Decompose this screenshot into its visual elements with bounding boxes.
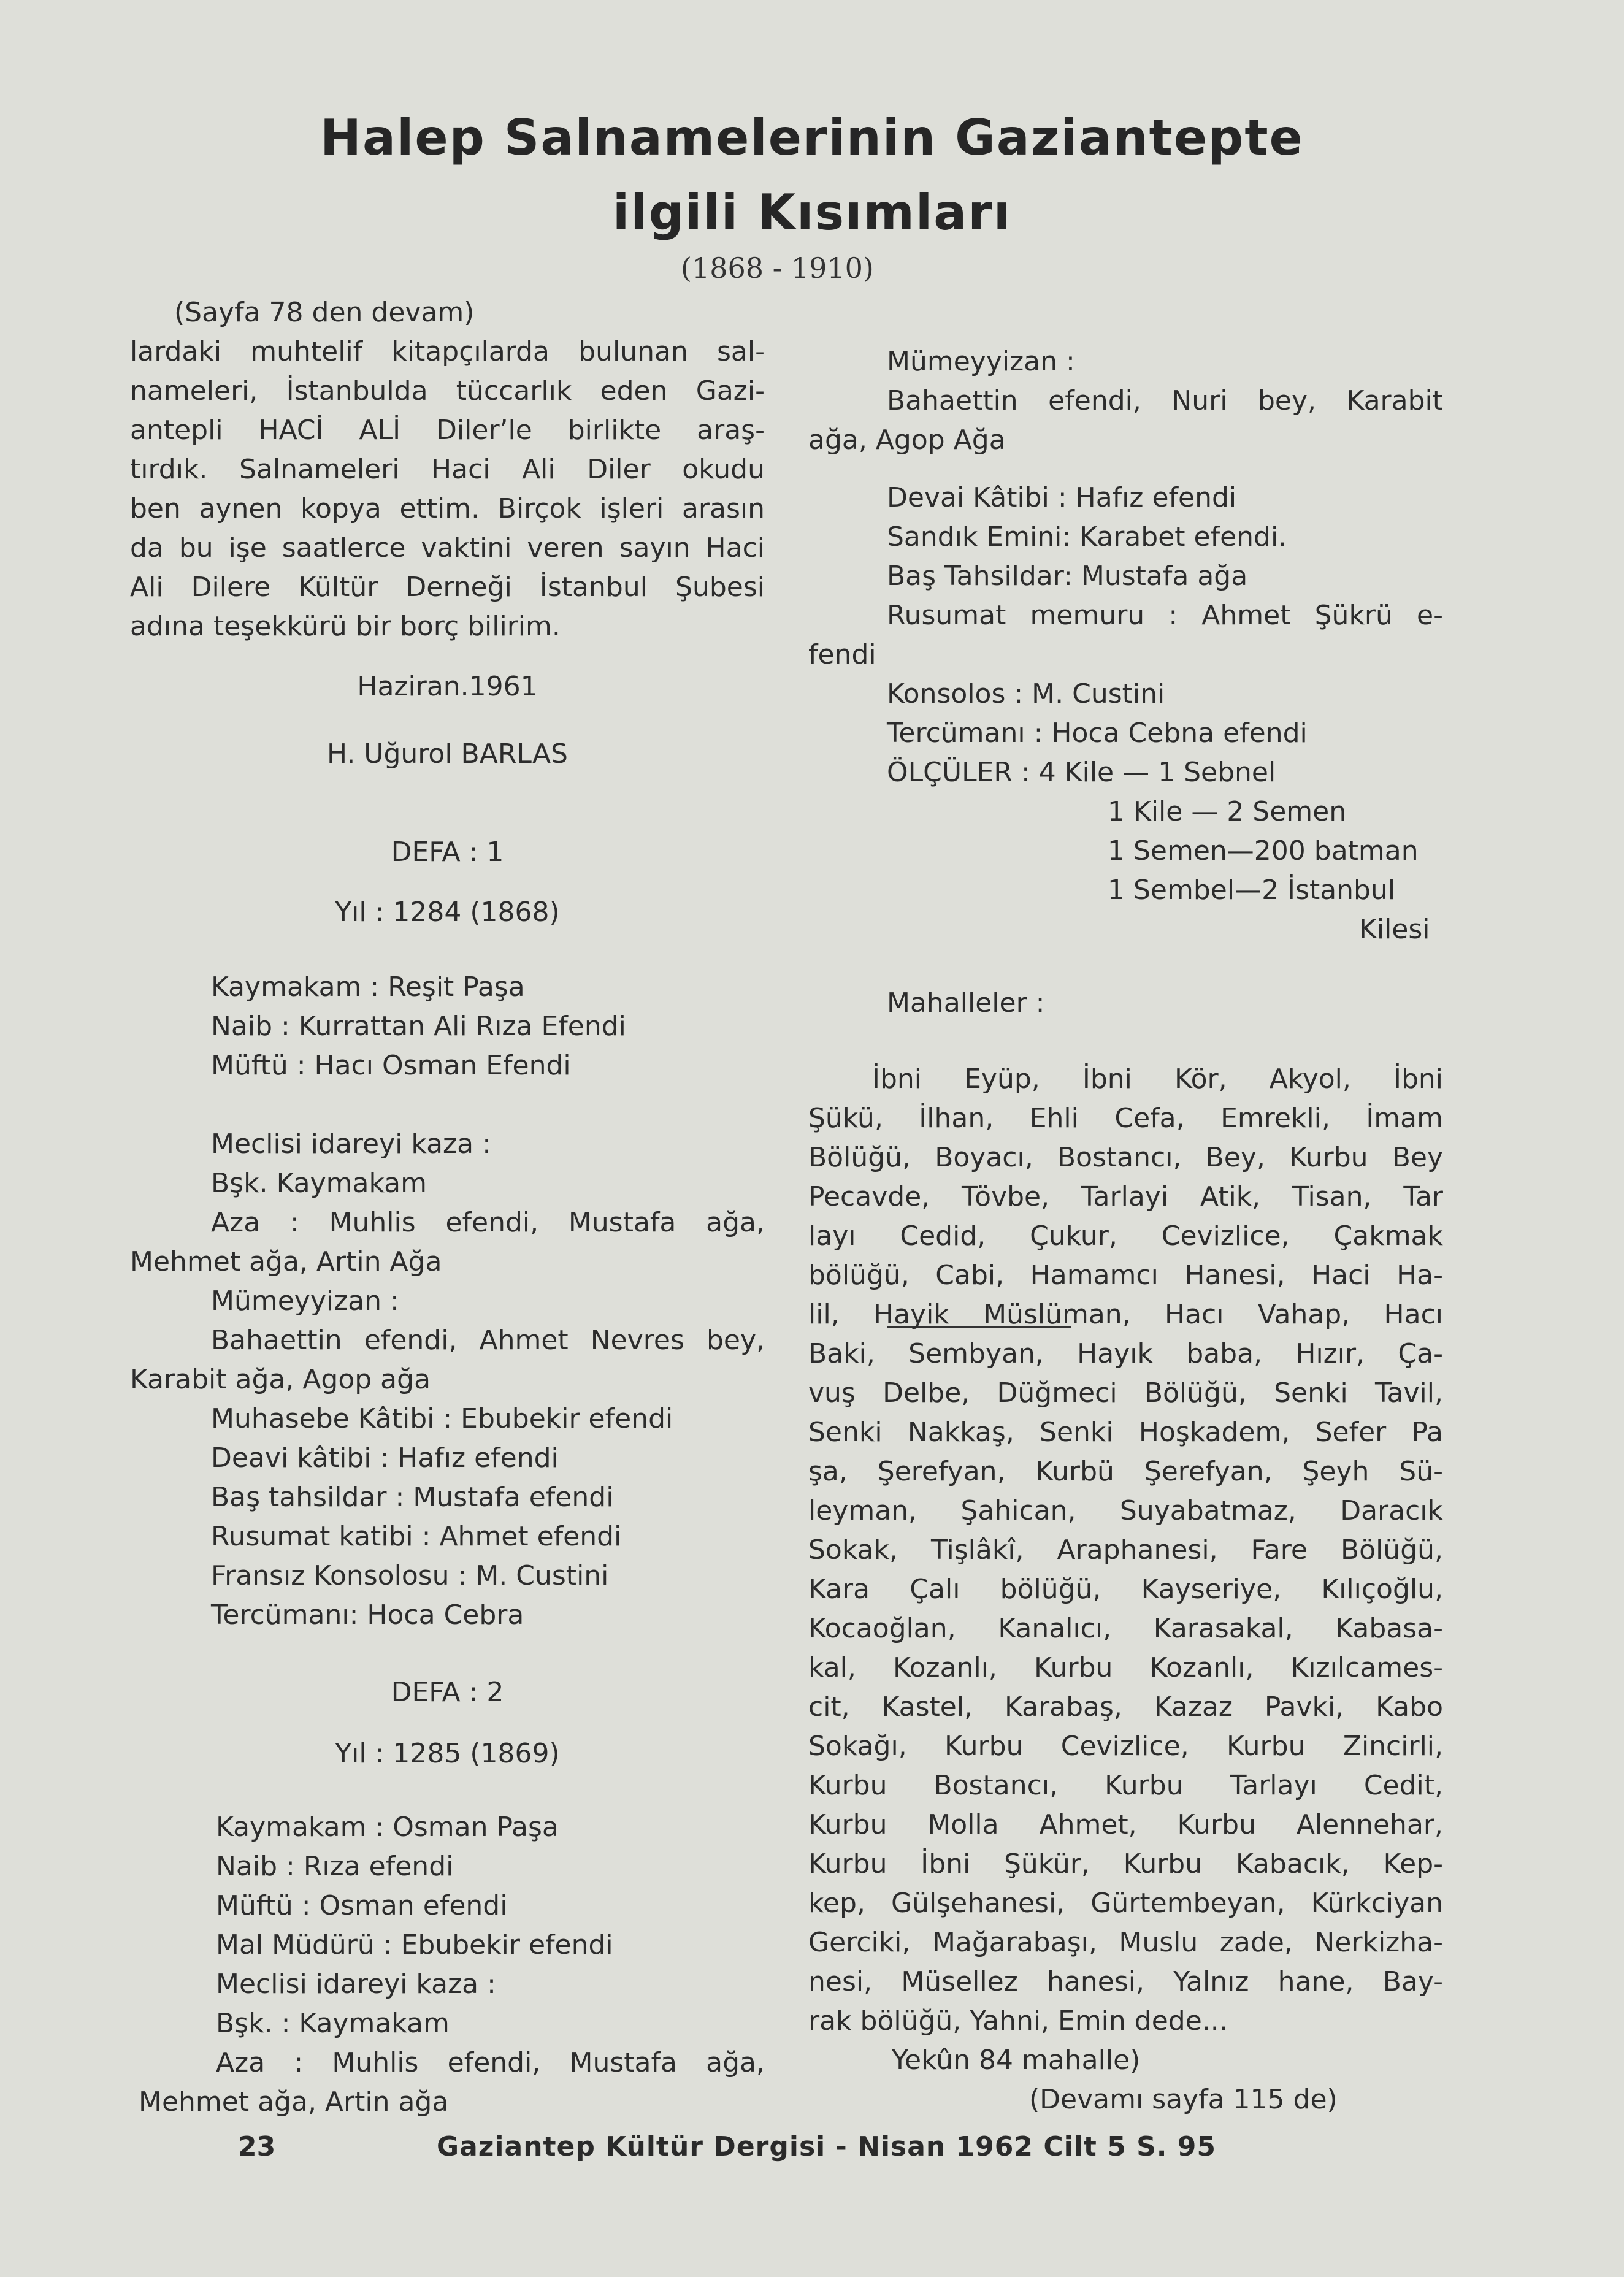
text-line: İbni Eyüp, İbni Kör, Akyol, İbni xyxy=(872,1063,1443,1095)
text-line: fendi xyxy=(808,639,876,670)
article-title-line-2: ilgili Kısımları xyxy=(612,184,1012,241)
text-line: Kurbu Bostancı, Kurbu Tarlayı Cedit, xyxy=(808,1770,1443,1801)
journal-info: Gaziantep Kültür Dergisi - Nisan 1962 Cilt 5 S. 95 xyxy=(437,2131,1217,2162)
text-line: Rusumat memuru : Ahmet Şükrü e- xyxy=(887,600,1443,631)
text-line: Sokak, Tişlâkî, Araphanesi, Fare Bölüğü, xyxy=(808,1534,1443,1566)
text-line: şa, Şerefyan, Kurbü Şerefyan, Şeyh Sü- xyxy=(808,1456,1443,1487)
text-line: Aza : Muhlis efendi, Mustafa ağa, xyxy=(211,1207,765,1238)
text-line: Kurbu İbni Şükür, Kurbu Kabacık, Kep- xyxy=(808,1848,1443,1880)
text-line: Konsolos : M. Custini xyxy=(887,678,1165,710)
text-line: Müftü : Osman efendi xyxy=(216,1890,508,1921)
text-line: Baş tahsildar : Mustafa efendi xyxy=(211,1482,614,1513)
text-line: Mümeyyizan : xyxy=(211,1285,399,1317)
text-line: layı Cedid, Çukur, Cevizlice, Çakmak xyxy=(808,1220,1443,1252)
text-line: Meclisi idareyi kaza : xyxy=(211,1128,491,1160)
text-line: Şükü, İlhan, Ehli Cefa, Emrekli, İmam xyxy=(808,1103,1443,1134)
text-line: Tercümanı : Hoca Cebna efendi xyxy=(887,718,1308,749)
text-line: Muhasebe Kâtibi : Ebubekir efendi xyxy=(211,1403,673,1434)
text-line: Yekûn 84 mahalle) xyxy=(892,2045,1141,2076)
text-line: Bşk. Kaymakam xyxy=(211,1168,427,1199)
text-line: ağa, Agop Ağa xyxy=(808,424,1006,456)
text-line: Mümeyyizan : xyxy=(887,346,1075,377)
text-line: kal, Kozanlı, Kurbu Kozanlı, Kızılcames- xyxy=(808,1652,1443,1683)
text-line: Mal Müdürü : Ebubekir efendi xyxy=(216,1929,613,1961)
text-line: lardaki muhtelif kitapçılarda bulunan sal- xyxy=(130,336,765,367)
text-line: (Devamı sayfa 115 de) xyxy=(1029,2084,1338,2115)
page-number-left: 23 xyxy=(238,2131,276,2162)
text-line: Karabit ağa, Agop ağa xyxy=(130,1364,431,1395)
text-line: ben aynen kopya ettim. Birçok işleri arasın xyxy=(130,493,765,524)
text-line: Sandık Emini: Karabet efendi. xyxy=(887,521,1287,553)
text-line: Pecavde, Tövbe, Tarlayi Atik, Tisan, Tar xyxy=(808,1181,1443,1212)
text-line: Kurbu Molla Ahmet, Kurbu Alennehar, xyxy=(808,1809,1443,1840)
text-line: Aza : Muhlis efendi, Mustafa ağa, xyxy=(216,2047,765,2078)
text-line: (Sayfa 78 den devam) xyxy=(174,297,475,328)
text-line: Deavi kâtibi : Hafız efendi xyxy=(211,1442,559,1474)
text-line: Fransız Konsolosu : M. Custini xyxy=(211,1560,609,1591)
text-line: Kilesi xyxy=(1359,914,1430,945)
text-line: Bahaettin efendi, Ahmet Nevres bey, xyxy=(211,1325,765,1356)
text-line: vuş Delbe, Düğmeci Bölüğü, Senki Tavil, xyxy=(808,1377,1443,1409)
text-line: cit, Kastel, Karabaş, Kazaz Pavki, Kabo xyxy=(808,1691,1443,1723)
text-line: Rusumat katibi : Ahmet efendi xyxy=(211,1521,622,1552)
text-line: Bahaettin efendi, Nuri bey, Karabit xyxy=(887,385,1443,416)
text-line: nameleri, İstanbulda tüccarlık eden Gazi- xyxy=(130,375,765,407)
text-line: Kocaoğlan, Kanalıcı, Karasakal, Kabasa- xyxy=(808,1613,1443,1644)
text-line: 1 Sembel—2 İstanbul xyxy=(1108,874,1396,906)
text-line: ÖLÇÜLER : 4 Kile — 1 Sebnel xyxy=(887,757,1276,788)
text-line: antepli HACİ ALİ Diler’le birlikte araş- xyxy=(130,415,765,446)
text-line: Tercümanı: Hoca Cebra xyxy=(211,1599,524,1631)
text-line: Kaymakam : Osman Paşa xyxy=(216,1812,559,1843)
text-line: Devai Kâtibi : Hafız efendi xyxy=(887,482,1237,513)
text-line: Ali Dilere Kültür Derneği İstanbul Şubesi xyxy=(130,572,765,603)
text-line: Meclisi idareyi kaza : xyxy=(216,1969,496,2000)
text-line: Kaymakam : Reşit Paşa xyxy=(211,971,525,1003)
text-line: Senki Nakkaş, Senki Hoşkadem, Sefer Pa xyxy=(808,1417,1443,1448)
text-line: Mahalleler : xyxy=(887,987,1045,1019)
text-line: Bşk. : Kaymakam xyxy=(216,2008,450,2039)
text-line: lil, Hayik Müslüman, Hacı Vahap, Hacı xyxy=(808,1299,1443,1330)
text-line: tırdık. Salnameleri Haci Ali Diler okudu xyxy=(130,454,765,485)
text-line: Naib : Rıza efendi xyxy=(216,1851,454,1882)
text-line: Baş Tahsildar: Mustafa ağa xyxy=(887,561,1248,592)
text-line: Yıl : 1285 (1869) xyxy=(335,1738,560,1769)
text-line: H. Uğurol BARLAS xyxy=(327,738,568,770)
text-line: Gerciki, Mağarabaşı, Muslu zade, Nerkizha- xyxy=(808,1927,1443,1958)
text-line: Müftü : Hacı Osman Efendi xyxy=(211,1050,571,1081)
text-line: kep, Gülşehanesi, Gürtembeyan, Kürkciyan xyxy=(808,1888,1443,1919)
text-line: DEFA : 2 xyxy=(391,1677,504,1708)
text-line: nesi, Müsellez hanesi, Yalnız hane, Bay- xyxy=(808,1966,1443,1997)
text-line: bölüğü, Cabi, Hamamcı Hanesi, Haci Ha- xyxy=(808,1260,1443,1291)
text-line: da bu işe saatlerce vaktini veren sayın Haci xyxy=(130,532,765,564)
text-line: Baki, Sembyan, Hayık baba, Hızır, Ça- xyxy=(808,1338,1443,1369)
text-line: DEFA : 1 xyxy=(391,836,504,868)
text-line: leyman, Şahican, Suyabatmaz, Daracık xyxy=(808,1495,1443,1526)
text-line: Sokağı, Kurbu Cevizlice, Kurbu Zincirli, xyxy=(808,1731,1443,1762)
text-line: Mehmet ağa, Artin Ağa xyxy=(130,1246,442,1277)
article-title-line-1: Halep Salnamelerinin Gaziantepte xyxy=(320,109,1304,166)
text-line: Bölüğü, Boyacı, Bostancı, Bey, Kurbu Bey xyxy=(808,1142,1443,1173)
text-line: Kara Çalı bölüğü, Kayseriye, Kılıçoğlu, xyxy=(808,1574,1443,1605)
text-line: rak bölüğü, Yahni, Emin dede... xyxy=(808,2005,1228,2037)
text-line: Yıl : 1284 (1868) xyxy=(335,897,560,928)
text-line: Mehmet ağa, Artin ağa xyxy=(139,2086,449,2118)
article-date-range: (1868 - 1910) xyxy=(681,251,874,285)
text-line: Haziran.1961 xyxy=(357,671,538,702)
text-line: adına teşekkürü bir borç bilirim. xyxy=(130,611,561,642)
text-line: Naib : Kurrattan Ali Rıza Efendi xyxy=(211,1011,626,1042)
text-line: 1 Semen—200 batman xyxy=(1108,835,1419,867)
text-line: 1 Kile — 2 Semen xyxy=(1108,796,1347,827)
